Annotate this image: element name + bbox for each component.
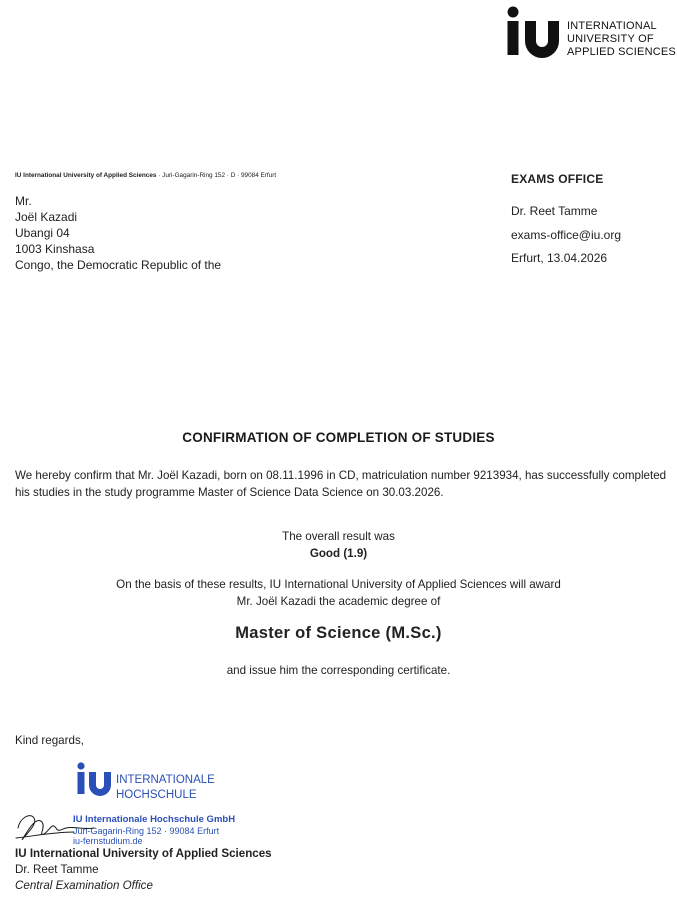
office-contact-name: Dr. Reet Tamme: [511, 204, 598, 218]
iu-logo-mark: [506, 6, 560, 58]
signature-university: IU International University of Applied Sciences: [15, 847, 272, 860]
stamp-iu-logo-icon: [77, 762, 111, 796]
university-logo: [506, 6, 676, 59]
exams-office-block: [511, 172, 621, 274]
sender-return-address: [15, 172, 276, 179]
logo-wordmark: [567, 20, 676, 59]
stamp-line-1: INTERNATIONALE: [116, 774, 215, 786]
official-stamp: [14, 758, 254, 848]
recipient-country: Congo, the Democratic Republic of the: [15, 258, 222, 272]
logo-line-3: APPLIED SCIENCES: [567, 46, 676, 58]
closing-regards: Kind regards,: [15, 734, 84, 747]
sender-name: IU International University of Applied Sciences: [15, 172, 157, 179]
office-email: exams-office@iu.org: [511, 227, 622, 242]
sender-address: · Juri-Gagarin-Ring 152 · D · 99084 Erfurt: [158, 172, 277, 179]
recipient-street: Ubangi 04: [15, 226, 70, 240]
confirmation-paragraph: We hereby confirm that Mr. Joël Kazadi, born on 08.11.1996 in CD, matriculation number 9213934, has successfully completed his studies in the study programme Master of Science Data Science on 30.03.2026.: [15, 469, 667, 499]
recipient-name: Joël Kazadi: [15, 210, 78, 224]
logo-line-2: UNIVERSITY OF: [567, 33, 654, 45]
degree-title: Master of Science (M.Sc.): [235, 624, 442, 642]
office-place-date: Erfurt, 13.04.2026: [511, 251, 608, 265]
stamp-company: IU Internationale Hochschule GmbH: [73, 814, 236, 825]
result-intro: The overall result was: [282, 530, 395, 543]
signature-office: Central Examination Office: [15, 879, 153, 892]
signature-name: Dr. Reet Tamme: [15, 863, 99, 876]
award-line-1: On the basis of these results, IU International University of Applied Sciences will award: [116, 578, 561, 591]
office-title: EXAMS OFFICE: [511, 172, 604, 186]
recipient-address: [15, 193, 221, 273]
recipient-salutation: Mr.: [15, 194, 32, 208]
result-value: Good (1.9): [309, 547, 368, 560]
logo-line-1: INTERNATIONAL: [567, 20, 657, 32]
stamp-line-2: HOCHSCHULE: [116, 789, 197, 801]
stamp-street: Juri-Gagarin-Ring 152 · 99084 Erfurt: [73, 826, 220, 836]
award-line-2: Mr. Joël Kazadi the academic degree of: [236, 595, 441, 608]
stamp-web: iu-fernstudium.de: [73, 836, 143, 846]
issue-line: and issue him the corresponding certificate.: [226, 664, 451, 677]
signature-block: [15, 846, 272, 894]
document-title: CONFIRMATION OF COMPLETION OF STUDIES: [182, 430, 495, 445]
recipient-city: 1003 Kinshasa: [15, 242, 95, 256]
